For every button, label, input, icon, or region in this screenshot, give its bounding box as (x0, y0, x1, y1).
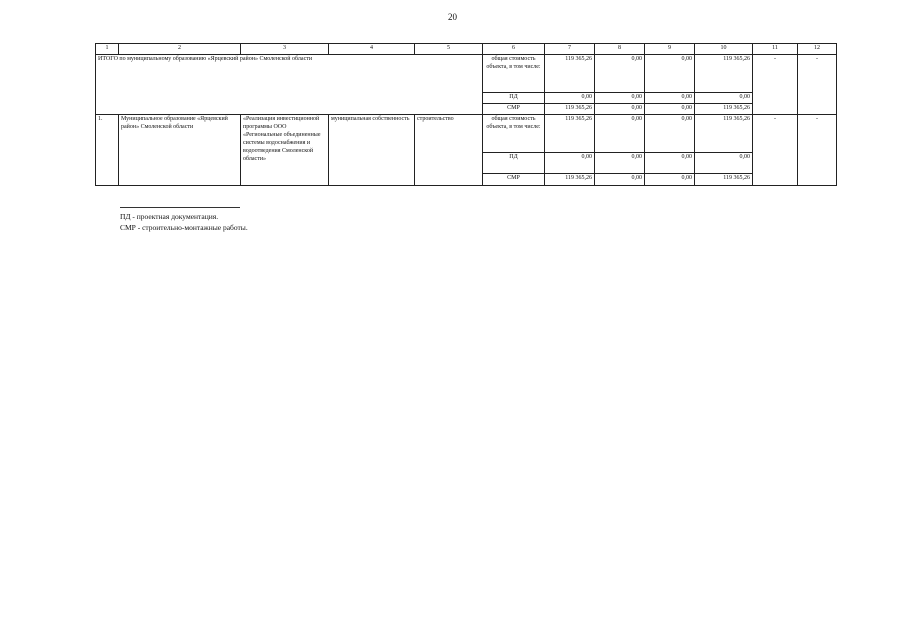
value-cell: 119 365,26 (545, 115, 595, 153)
value-cell: - (798, 115, 837, 186)
item-ownership: муниципальная собственность (329, 115, 415, 186)
value-cell: 119 365,26 (695, 104, 753, 115)
value-cell: - (753, 55, 798, 115)
header-cell: 7 (545, 44, 595, 55)
value-cell: 0,00 (595, 153, 645, 174)
cost-type: ПД (483, 153, 545, 174)
value-cell: 0,00 (645, 104, 695, 115)
value-cell: 0,00 (545, 93, 595, 104)
value-cell: 0,00 (595, 104, 645, 115)
item-work-type: строительство (415, 115, 483, 186)
value-cell: 0,00 (645, 93, 695, 104)
item-number: 1. (96, 115, 119, 186)
header-cell: 12 (798, 44, 837, 55)
value-cell: 119 365,26 (695, 174, 753, 186)
value-cell: - (753, 115, 798, 186)
header-cell: 1 (96, 44, 119, 55)
value-cell: 119 365,26 (695, 115, 753, 153)
cost-type: общая стоимость объекта, в том числе: (483, 115, 545, 153)
value-cell: 0,00 (545, 153, 595, 174)
cost-type: общая стоимость объекта, в том числе: (483, 55, 545, 93)
item-row-general (96, 115, 837, 153)
header-cell: 10 (695, 44, 753, 55)
item-program: «Реализация инвестиционной программы ООО «Региональные объединенные системы водоснабжения и водоотведения Смоленской области» (241, 115, 329, 186)
footnote-pd: ПД - проектная документация. (120, 212, 219, 221)
value-cell: 119 365,26 (545, 174, 595, 186)
header-cell: 8 (595, 44, 645, 55)
header-cell: 4 (329, 44, 415, 55)
value-cell: 119 365,26 (545, 55, 595, 93)
header-cell: 2 (119, 44, 241, 55)
value-cell: 0,00 (595, 174, 645, 186)
value-cell: 0,00 (695, 153, 753, 174)
value-cell: 0,00 (695, 93, 753, 104)
value-cell: 0,00 (645, 55, 695, 93)
cost-table (95, 43, 837, 186)
value-cell: 119 365,26 (545, 104, 595, 115)
header-cell: 11 (753, 44, 798, 55)
page-number: 20 (448, 12, 457, 22)
value-cell: 0,00 (645, 115, 695, 153)
value-cell: 119 365,26 (695, 55, 753, 93)
header-cell: 9 (645, 44, 695, 55)
header-cell: 6 (483, 44, 545, 55)
header-cell: 3 (241, 44, 329, 55)
total-label: ИТОГО по муниципальному образованию «Ярцевский район» Смоленской области (96, 55, 483, 115)
value-cell: 0,00 (595, 55, 645, 93)
total-row-general (96, 55, 837, 93)
value-cell: 0,00 (645, 153, 695, 174)
value-cell: 0,00 (595, 115, 645, 153)
cost-type: СМР (483, 174, 545, 186)
cost-type: СМР (483, 104, 545, 115)
footnote-divider (120, 207, 240, 208)
value-cell: - (798, 55, 837, 115)
cost-type: ПД (483, 93, 545, 104)
item-municipality: Муниципальное образование «Ярцевский район» Смоленской области (119, 115, 241, 186)
footnote-smr: СМР - строительно-монтажные работы. (120, 223, 248, 232)
header-cell: 5 (415, 44, 483, 55)
header-row (96, 44, 837, 55)
value-cell: 0,00 (645, 174, 695, 186)
value-cell: 0,00 (595, 93, 645, 104)
